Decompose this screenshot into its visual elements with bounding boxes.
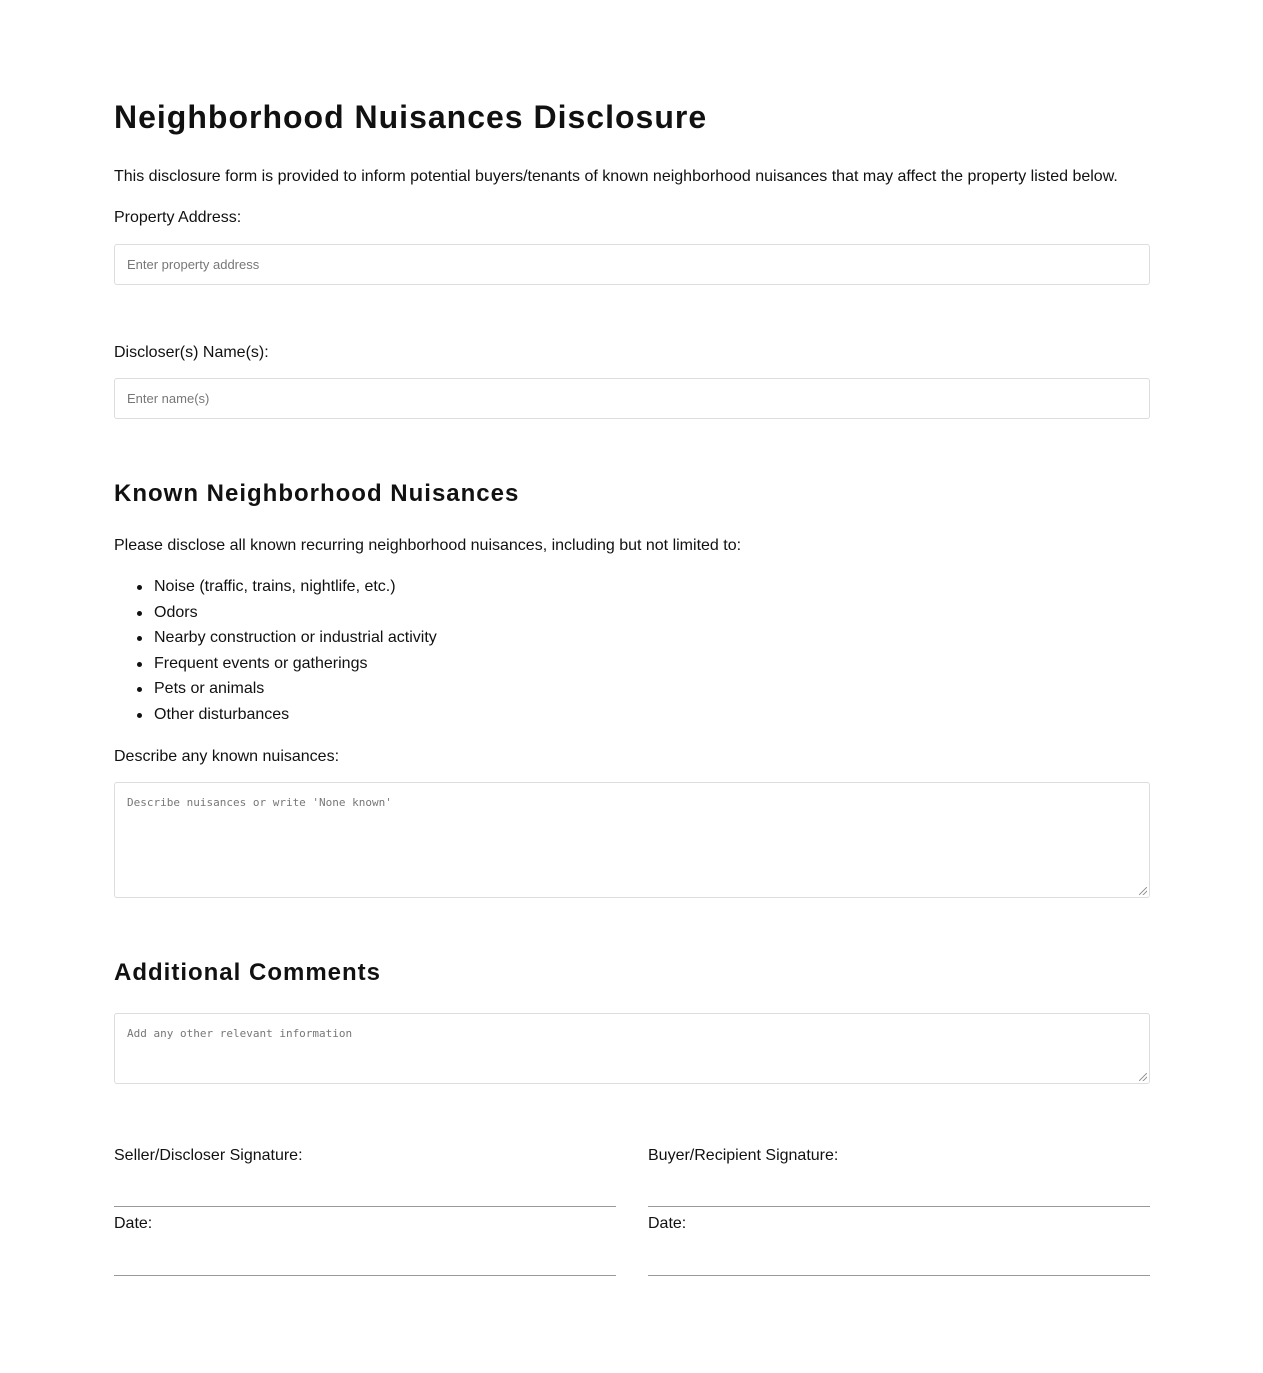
seller-date-line[interactable] bbox=[114, 1275, 616, 1276]
list-item: Pets or animals bbox=[114, 676, 437, 702]
additional-comments-heading: Additional Comments bbox=[114, 959, 382, 986]
intro-text: This disclosure form is provided to inform potential buyers/tenants of known neighborhood nuisances that may affect the property listed below. bbox=[114, 168, 1118, 185]
buyer-signature-label: Buyer/Recipient Signature: bbox=[648, 1147, 839, 1164]
page-title: Neighborhood Nuisances Disclosure bbox=[114, 99, 708, 135]
buyer-date-label: Date: bbox=[648, 1215, 687, 1232]
seller-signature-line[interactable] bbox=[114, 1206, 616, 1207]
resize-handle-icon[interactable] bbox=[1139, 1073, 1147, 1081]
discloser-names-label: Discloser(s) Name(s): bbox=[114, 344, 269, 361]
seller-date-label: Date: bbox=[114, 1215, 153, 1232]
describe-nuisances-textarea[interactable] bbox=[114, 782, 1150, 898]
known-nuisances-heading: Known Neighborhood Nuisances bbox=[114, 480, 520, 507]
buyer-date-line[interactable] bbox=[648, 1275, 1150, 1276]
describe-nuisances-placeholder: Describe nuisances or write 'None known' bbox=[127, 796, 392, 809]
property-address-input[interactable]: Enter property address bbox=[114, 244, 1150, 285]
describe-nuisances-label: Describe any known nuisances: bbox=[114, 748, 340, 765]
buyer-signature-line[interactable] bbox=[648, 1206, 1150, 1207]
list-item: Odors bbox=[114, 600, 437, 626]
nuisance-list bbox=[114, 574, 437, 728]
list-item: Frequent events or gatherings bbox=[114, 651, 437, 677]
resize-handle-icon[interactable] bbox=[1139, 887, 1147, 895]
additional-comments-placeholder: Add any other relevant information bbox=[127, 1027, 353, 1040]
list-item: Other disturbances bbox=[114, 702, 437, 728]
property-address-label: Property Address: bbox=[114, 209, 242, 226]
discloser-names-input[interactable]: Enter name(s) bbox=[114, 378, 1150, 419]
nuisances-instructions: Please disclose all known recurring neighborhood nuisances, including but not limited to: bbox=[114, 537, 742, 554]
list-item: Noise (traffic, trains, nightlife, etc.) bbox=[114, 574, 437, 600]
seller-signature-label: Seller/Discloser Signature: bbox=[114, 1147, 303, 1164]
additional-comments-textarea[interactable] bbox=[114, 1013, 1150, 1084]
list-item: Nearby construction or industrial activity bbox=[114, 625, 437, 651]
